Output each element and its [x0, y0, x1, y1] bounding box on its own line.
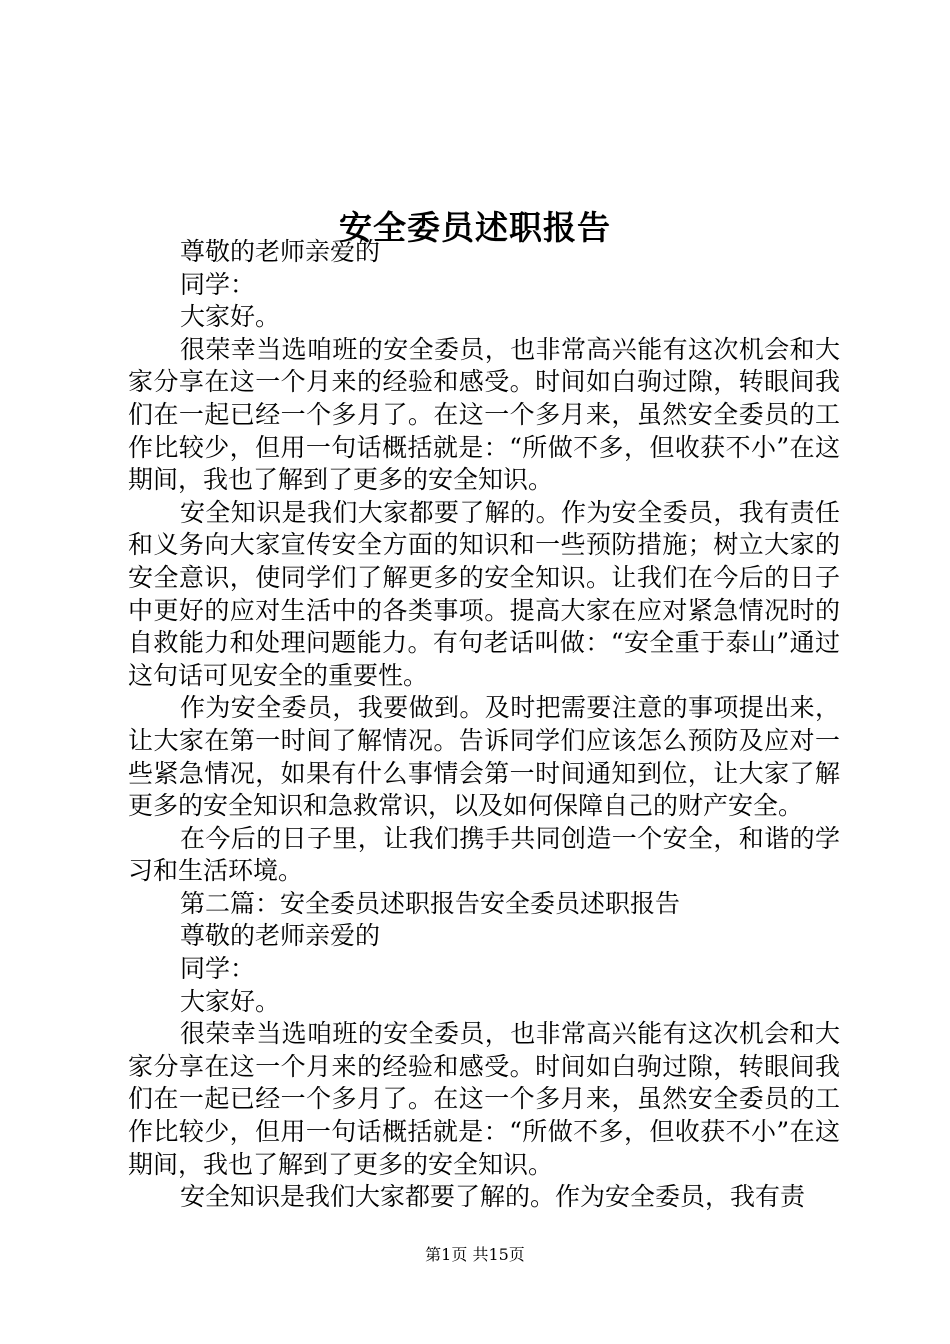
paragraph-salutation: 尊敬的老师亲爱的	[180, 237, 381, 266]
paragraph-salutation-cont: 同学：	[180, 954, 256, 984]
page-number-footer: 第1页 共15页	[425, 1245, 525, 1264]
document-body	[128, 236, 840, 1214]
paragraph-body: 很荣幸当选咱班的安全委员，也非常高兴能有这次机会和大家分享在这一个月来的经验和感受。时间如白驹过隙，转眼间我们在一起已经一个多月了。在这一个多月来，虽然安全委员的工作比较少，但用一句话概括就是：“所做不多，但收获不小”在这期间，我也了解到了更多的安全知识。	[128, 334, 840, 495]
section-heading: 第二篇：安全委员述职报告安全委员述职报告	[180, 888, 681, 918]
paragraph-salutation: 尊敬的老师亲爱的	[180, 921, 381, 951]
paragraph-body: 作为安全委员，我要做到。及时把需要注意的事项提出来，让大家在第一时间了解情况。告诉同学们应该怎么预防及应对一些紧急情况，如果有什么事情会第一时间通知到位，让大家了解更多的安全知识和急救常识，以及如何保障自己的财产安全。	[128, 693, 840, 821]
paragraph-body: 很荣幸当选咱班的安全委员，也非常高兴能有这次机会和大家分享在这一个月来的经验和感受。时间如白驹过隙，转眼间我们在一起已经一个多月了。在这一个多月来，虽然安全委员的工作比较少，但用一句话概括就是：“所做不多，但收获不小”在这期间，我也了解到了更多的安全知识。	[128, 1019, 840, 1179]
paragraph-body: 安全知识是我们大家都要了解的。作为安全委员，我有责任和义务向大家宣传安全方面的知识和一些预防措施；树立大家的安全意识，使同学们了解更多的安全知识。让我们在今后的日子中更好的应对生活中的各类事项。提高大家在应对紧急情况时的自救能力和处理问题能力。有句老话叫做：“安全重于泰山”通过这句话可见安全的重要性。	[128, 497, 840, 690]
paragraph-salutation-cont: 同学：	[180, 269, 256, 299]
paragraph-body: 安全知识是我们大家都要了解的。作为安全委员，我有责	[180, 1182, 806, 1212]
paragraph-greeting: 大家好。	[180, 302, 281, 332]
paragraph-body: 在今后的日子里，让我们携手共同创造一个安全，和谐的学习和生活环境。	[128, 823, 840, 886]
paragraph-greeting: 大家好。	[180, 986, 281, 1016]
document-title: 安全委员述职报告	[339, 208, 611, 248]
